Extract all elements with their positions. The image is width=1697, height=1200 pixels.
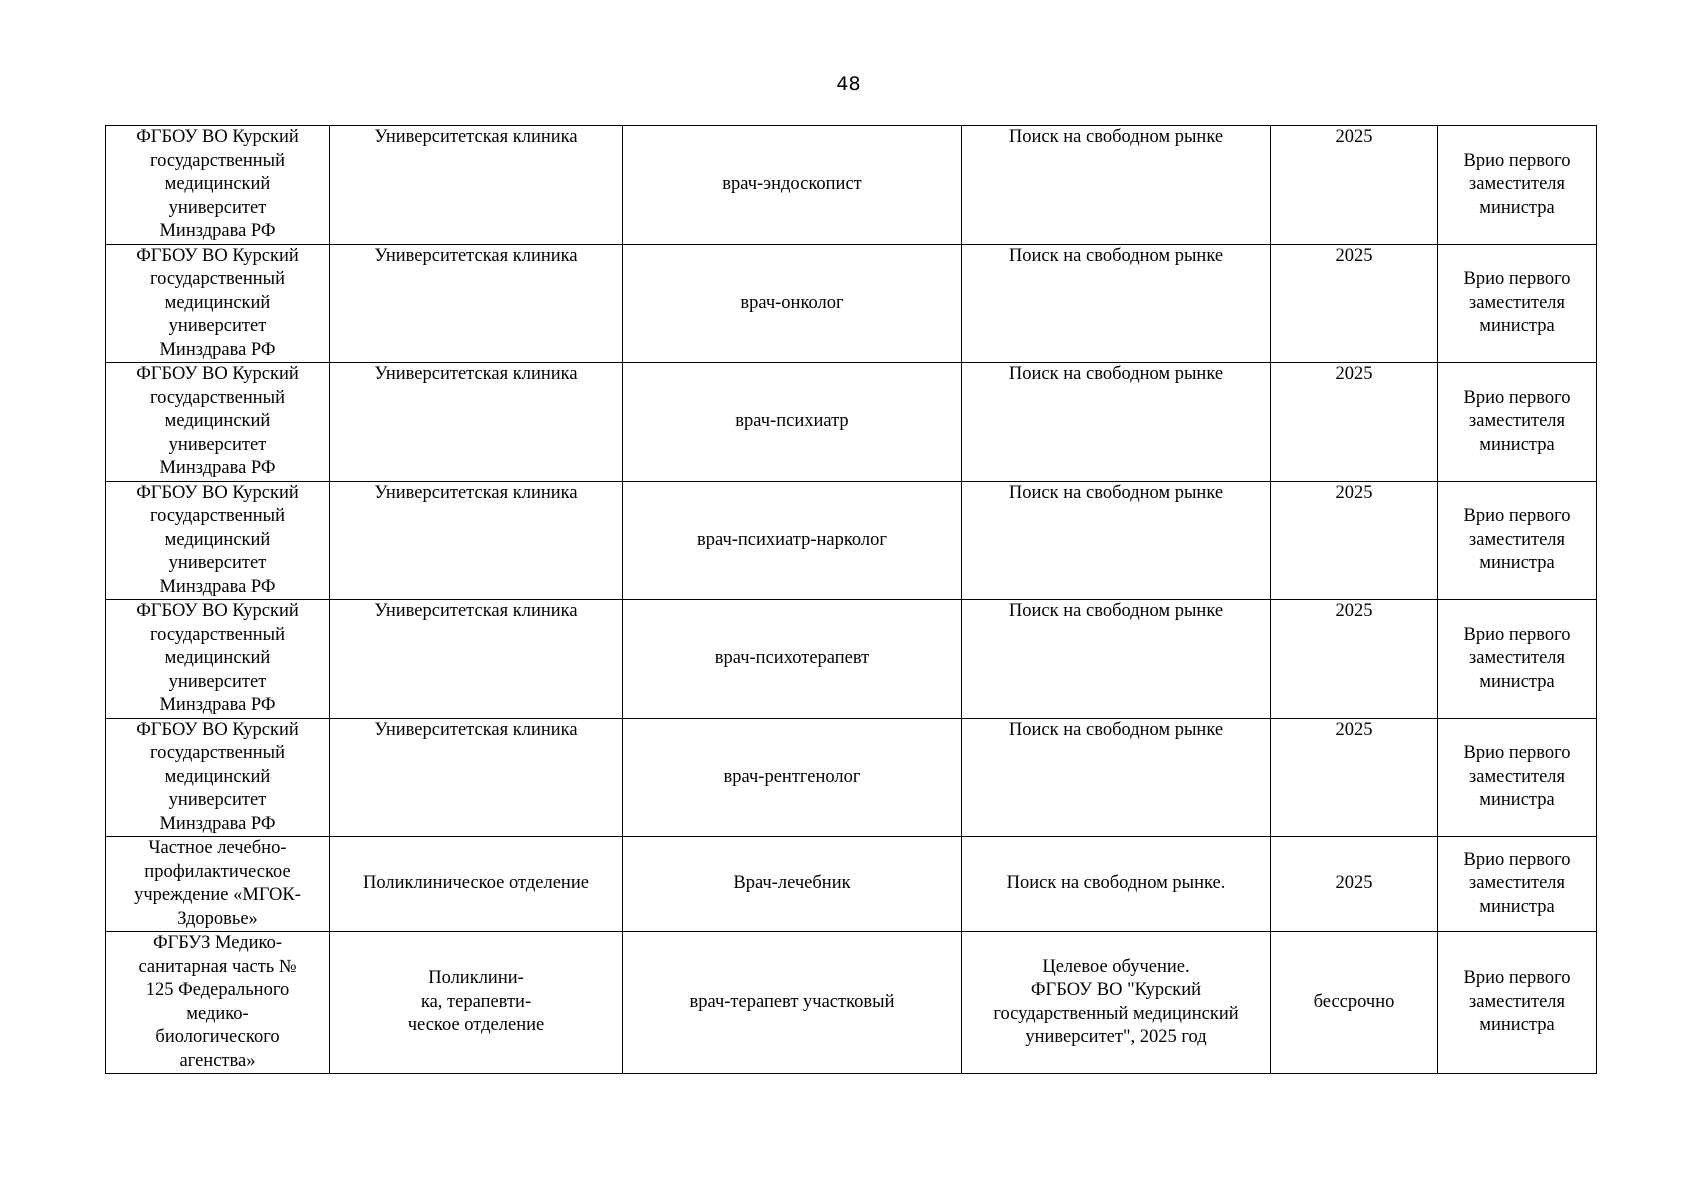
term-cell: 2025 — [1271, 600, 1438, 719]
page-number: 48 — [836, 73, 861, 95]
organization-cell: ФГБОУ ВО Курский государственный медицинский университет Минздрава РФ — [106, 600, 330, 719]
method-cell: Целевое обучение. ФГБОУ ВО "Курский государственный медицинский университет", 2025 год — [962, 932, 1271, 1074]
organization-cell: ФГБУЗ Медико- санитарная часть № 125 Федерального медико- биологического агенства» — [106, 932, 330, 1074]
responsible-cell: Врио первого заместителя министра — [1438, 481, 1597, 600]
method-cell: Поиск на свободном рынке — [962, 600, 1271, 719]
method-cell: Поиск на свободном рынке — [962, 718, 1271, 837]
table-row — [106, 244, 1597, 363]
responsible-cell: Врио первого заместителя министра — [1438, 718, 1597, 837]
staffing-table — [105, 125, 1597, 1074]
department-cell: Университетская клиника — [330, 718, 623, 837]
organization-cell: Частное лечебно- профилактическое учреждение «МГОК- Здоровье» — [106, 837, 330, 932]
position-cell: врач-психотерапевт — [623, 600, 962, 719]
department-cell: Университетская клиника — [330, 126, 623, 245]
table-row — [106, 126, 1597, 245]
responsible-cell: Врио первого заместителя министра — [1438, 932, 1597, 1074]
term-cell: 2025 — [1271, 481, 1438, 600]
position-cell: врач-эндоскопист — [623, 126, 962, 245]
method-cell: Поиск на свободном рынке — [962, 126, 1271, 245]
position-cell: врач-психиатр-нарколог — [623, 481, 962, 600]
term-cell: 2025 — [1271, 837, 1438, 932]
department-cell: Поликлини- ка, терапевти- ческое отделение — [330, 932, 623, 1074]
department-cell: Поликлиническое отделение — [330, 837, 623, 932]
responsible-cell: Врио первого заместителя министра — [1438, 244, 1597, 363]
table-row — [106, 363, 1597, 482]
term-cell: 2025 — [1271, 718, 1438, 837]
organization-cell: ФГБОУ ВО Курский государственный медицинский университет Минздрава РФ — [106, 126, 330, 245]
table-row — [106, 481, 1597, 600]
method-cell: Поиск на свободном рынке — [962, 244, 1271, 363]
position-cell: Врач-лечебник — [623, 837, 962, 932]
method-cell: Поиск на свободном рынке. — [962, 837, 1271, 932]
organization-cell: ФГБОУ ВО Курский государственный медицинский университет Минздрава РФ — [106, 363, 330, 482]
position-cell: врач-психиатр — [623, 363, 962, 482]
department-cell: Университетская клиника — [330, 481, 623, 600]
department-cell: Университетская клиника — [330, 244, 623, 363]
position-cell: врач-рентгенолог — [623, 718, 962, 837]
table-row — [106, 600, 1597, 719]
method-cell: Поиск на свободном рынке — [962, 363, 1271, 482]
table-row — [106, 718, 1597, 837]
term-cell: бессрочно — [1271, 932, 1438, 1074]
table-row — [106, 932, 1597, 1074]
department-cell: Университетская клиника — [330, 363, 623, 482]
table-row — [106, 837, 1597, 932]
department-cell: Университетская клиника — [330, 600, 623, 719]
organization-cell: ФГБОУ ВО Курский государственный медицинский университет Минздрава РФ — [106, 244, 330, 363]
term-cell: 2025 — [1271, 126, 1438, 245]
method-cell: Поиск на свободном рынке — [962, 481, 1271, 600]
term-cell: 2025 — [1271, 244, 1438, 363]
responsible-cell: Врио первого заместителя министра — [1438, 837, 1597, 932]
responsible-cell: Врио первого заместителя министра — [1438, 600, 1597, 719]
position-cell: врач-онколог — [623, 244, 962, 363]
responsible-cell: Врио первого заместителя министра — [1438, 126, 1597, 245]
term-cell: 2025 — [1271, 363, 1438, 482]
position-cell: врач-терапевт участковый — [623, 932, 962, 1074]
organization-cell: ФГБОУ ВО Курский государственный медицинский университет Минздрава РФ — [106, 718, 330, 837]
organization-cell: ФГБОУ ВО Курский государственный медицинский университет Минздрава РФ — [106, 481, 330, 600]
responsible-cell: Врио первого заместителя министра — [1438, 363, 1597, 482]
